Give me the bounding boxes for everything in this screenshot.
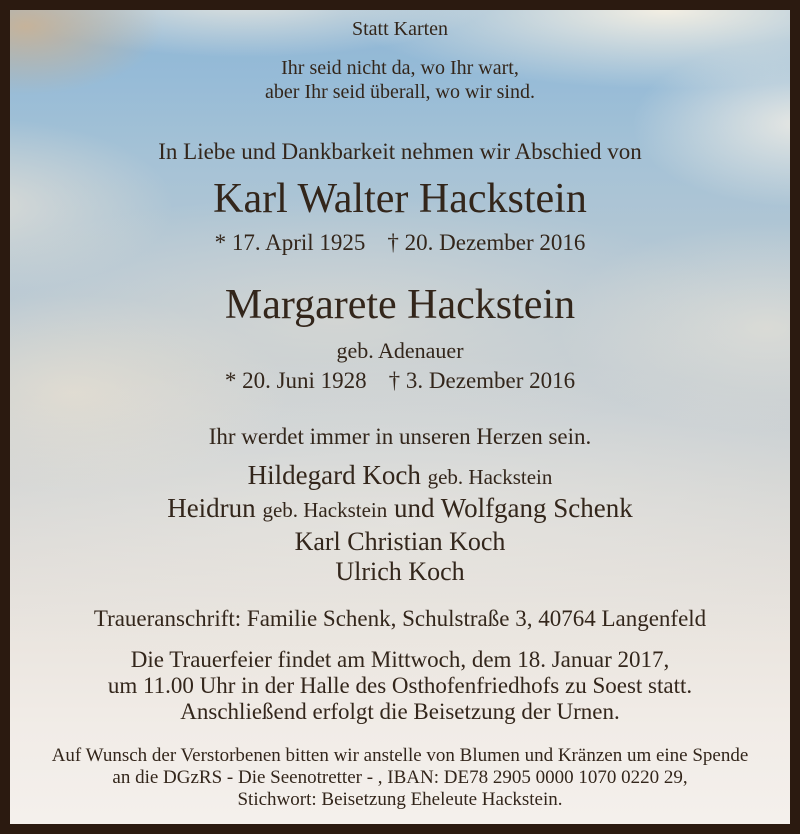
mourner-tail-2: und Wolfgang Schenk xyxy=(393,493,633,523)
mourner-note-2: geb. Hackstein xyxy=(262,498,388,522)
mourner-name-1: Hildegard Koch xyxy=(247,460,421,490)
epigraph-line-2: aber Ihr seid überall, wo wir sind. xyxy=(265,81,535,103)
mourner-name-2: Heidrun xyxy=(167,493,256,523)
deceased-name-1: Karl Walter Hackstein xyxy=(213,176,587,222)
death-date-1: † 20. Dezember 2016 xyxy=(387,230,586,255)
deceased-dates-2 xyxy=(10,367,790,394)
mourner-line-3: Karl Christian Koch xyxy=(294,527,506,556)
donation-line-3: Stichwort: Beisetzung Eheleute Hackstein. xyxy=(237,789,563,810)
birth-date-2: * 20. Juni 1928 xyxy=(224,368,367,393)
service-info xyxy=(10,647,790,725)
mourner-line-1 xyxy=(10,460,790,492)
sentiment-line: Ihr werdet immer in unseren Herzen sein. xyxy=(208,424,592,449)
death-date-2: † 3. Dezember 2016 xyxy=(388,368,576,393)
service-line-1: Die Trauerfeier findet am Mittwoch, dem 18. Januar 2017, xyxy=(130,647,670,672)
donation-line-1: Auf Wunsch der Verstorbenen bitten wir anstelle von Blumen und Kränzen um eine Spende xyxy=(51,745,749,766)
mourner-line-4: Ulrich Koch xyxy=(335,557,465,586)
mourner-note-1: geb. Hackstein xyxy=(427,465,553,489)
deceased-name-2: Margarete Hackstein xyxy=(224,282,576,328)
donation-info xyxy=(10,745,790,811)
service-line-2: um 11.00 Uhr in der Halle des Osthofenfriedhofs zu Soest statt. xyxy=(107,673,693,698)
epigraph-line-1: Ihr seid nicht da, wo Ihr wart, xyxy=(281,57,519,79)
mourner-line-2 xyxy=(10,493,790,525)
intro-line: In Liebe und Dankbarkeit nehmen wir Abschied von xyxy=(158,139,642,164)
header-statt-karten: Statt Karten xyxy=(351,18,449,40)
maiden-name-2: geb. Adenauer xyxy=(336,338,464,363)
deceased-dates-1 xyxy=(10,229,790,256)
service-line-3: Anschließend erfolgt die Beisetzung der Urnen. xyxy=(180,699,620,724)
mourning-address: Traueranschrift: Familie Schenk, Schulstraße 3, 40764 Langenfeld xyxy=(93,606,707,631)
epigraph xyxy=(10,56,790,104)
donation-line-2: an die DGzRS - Die Seenotretter - , IBAN: DE78 2905 0000 1070 0220 29, xyxy=(112,767,688,788)
birth-date-1: * 17. April 1925 xyxy=(214,230,366,255)
